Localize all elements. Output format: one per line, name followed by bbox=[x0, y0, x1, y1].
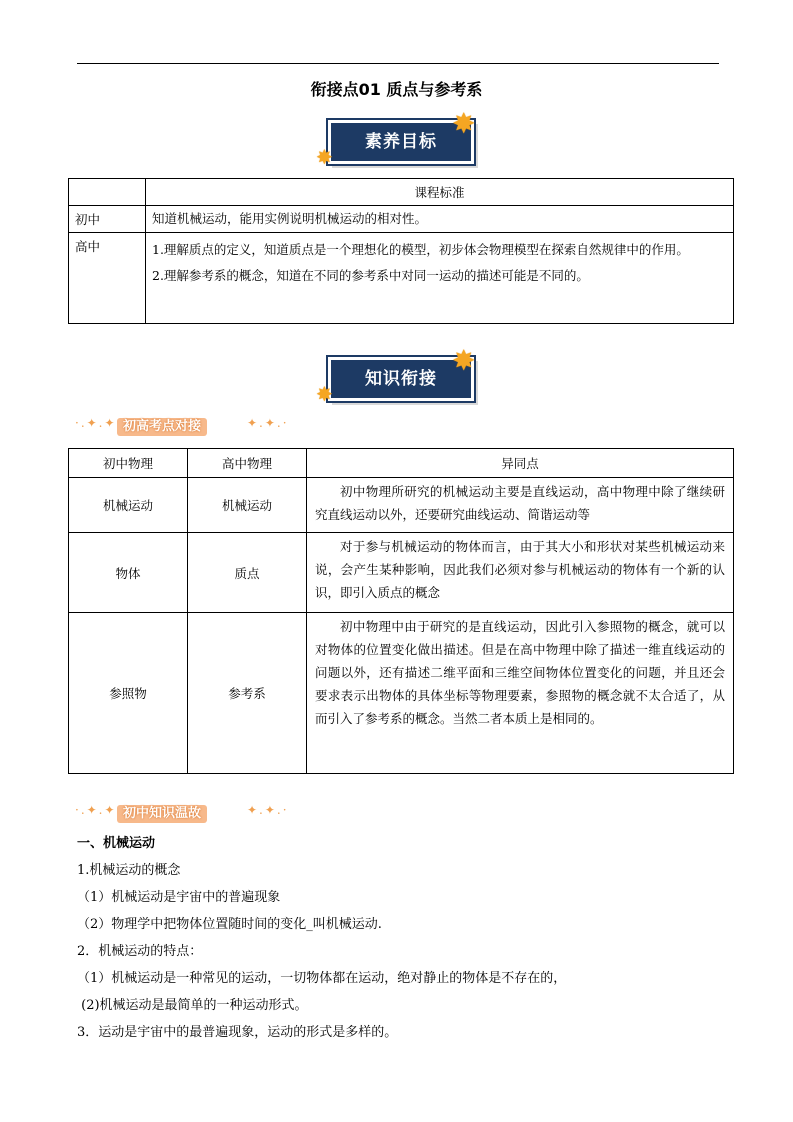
cell-junior: 物体 bbox=[69, 533, 188, 613]
column-header: 高中物理 bbox=[188, 449, 307, 478]
cell-junior: 机械运动 bbox=[69, 478, 188, 533]
cell-diff: 初中物理中由于研究的是直线运动，因此引入参照物的概念，就可以对物体的位置变化做出描述。但是在高中物理中除了描述一维直线运动的问题以外，还有描述二维平面和三维空间物体位置变化的问题，并且还会要求表示出物体的具体坐标等物理要素，参照物的概念就不太合适了，从而引入了参考系的概念。当然二者本质上是相同的。 bbox=[307, 613, 734, 774]
text-line: 1.机械运动的概念 bbox=[77, 863, 181, 878]
header-rule bbox=[77, 63, 719, 64]
tag-label: 初高考点对接 bbox=[117, 418, 207, 436]
row-label: 高中 bbox=[69, 233, 146, 324]
cell-junior: 参照物 bbox=[69, 613, 188, 774]
banner-label: 素养目标 bbox=[365, 132, 437, 152]
review-section bbox=[77, 830, 566, 1046]
cell-diff: 对于参与机械运动的物体而言，由于其大小和形状对某些机械运动来说，会产生某种影响，因此我们必须对参与机械运动的物体有一个新的认识，即引入质点的概念 bbox=[307, 533, 734, 613]
comparison-table bbox=[68, 448, 734, 774]
sparkle-icon: ·.✦.✦ bbox=[75, 416, 117, 430]
row-text: 2.理解参考系的概念，知道在不同的参考系中对同一运动的描述可能是不同的。 bbox=[152, 268, 589, 283]
row-text: 1.理解质点的定义，知道质点是一个理想化的模型，初步体会物理模型在探索自然规律中的作用。 bbox=[152, 242, 689, 257]
tag-label: 初中知识温故 bbox=[117, 805, 207, 823]
table-row bbox=[69, 478, 734, 533]
table-row bbox=[69, 449, 734, 478]
star-icon: ✸ bbox=[316, 145, 333, 169]
banner-literacy-goals bbox=[316, 107, 476, 169]
cell-senior: 机械运动 bbox=[188, 478, 307, 533]
text-line: (2)机械运动是最简单的一种运动形式。 bbox=[77, 998, 308, 1013]
text-line: （1）机械运动是宇宙中的普遍现象 bbox=[77, 890, 281, 905]
column-header: 异同点 bbox=[307, 449, 734, 478]
sparkle-icon: ✦.✦.· bbox=[247, 803, 289, 817]
text-line: 2．机械运动的特点： bbox=[77, 944, 203, 959]
page-title: 衔接点01 质点与参考系 bbox=[310, 80, 483, 99]
course-standards-table bbox=[68, 178, 734, 324]
cell-diff: 初中物理所研究的机械运动主要是直线运动，高中物理中除了继续研究直线运动以外，还要研究曲线运动、简谐运动等 bbox=[307, 478, 734, 533]
section-tag-review bbox=[75, 803, 289, 825]
banner-label: 知识衔接 bbox=[365, 369, 437, 389]
table-row bbox=[69, 233, 734, 324]
banner-knowledge-link bbox=[316, 344, 476, 406]
text-line: 3．运动是宇宙中的最普遍现象，运动的形式是多样的。 bbox=[77, 1025, 398, 1040]
table-row bbox=[69, 179, 734, 206]
table-header: 课程标准 bbox=[146, 179, 734, 206]
star-icon: ✸ bbox=[452, 344, 476, 377]
row-label: 初中 bbox=[69, 206, 146, 233]
table-row bbox=[69, 206, 734, 233]
cell-senior: 参考系 bbox=[188, 613, 307, 774]
table-row bbox=[69, 533, 734, 613]
table-row bbox=[69, 613, 734, 774]
sparkle-icon: ·.✦.✦ bbox=[75, 803, 117, 817]
cell-senior: 质点 bbox=[188, 533, 307, 613]
column-header: 初中物理 bbox=[69, 449, 188, 478]
section-tag-exam-points bbox=[75, 416, 289, 438]
star-icon: ✸ bbox=[316, 382, 333, 406]
sparkle-icon: ✦.✦.· bbox=[247, 416, 289, 430]
section-heading: 一、机械运动 bbox=[77, 836, 156, 851]
text-line: （2）物理学中把物体位置随时间的变化_叫机械运动. bbox=[77, 917, 382, 932]
text-line: （1）机械运动是一种常见的运动，一切物体都在运动，绝对静止的物体是不存在的， bbox=[77, 971, 567, 986]
row-text: 知道机械运动，能用实例说明机械运动的相对性。 bbox=[146, 206, 734, 233]
star-icon: ✸ bbox=[452, 107, 476, 140]
